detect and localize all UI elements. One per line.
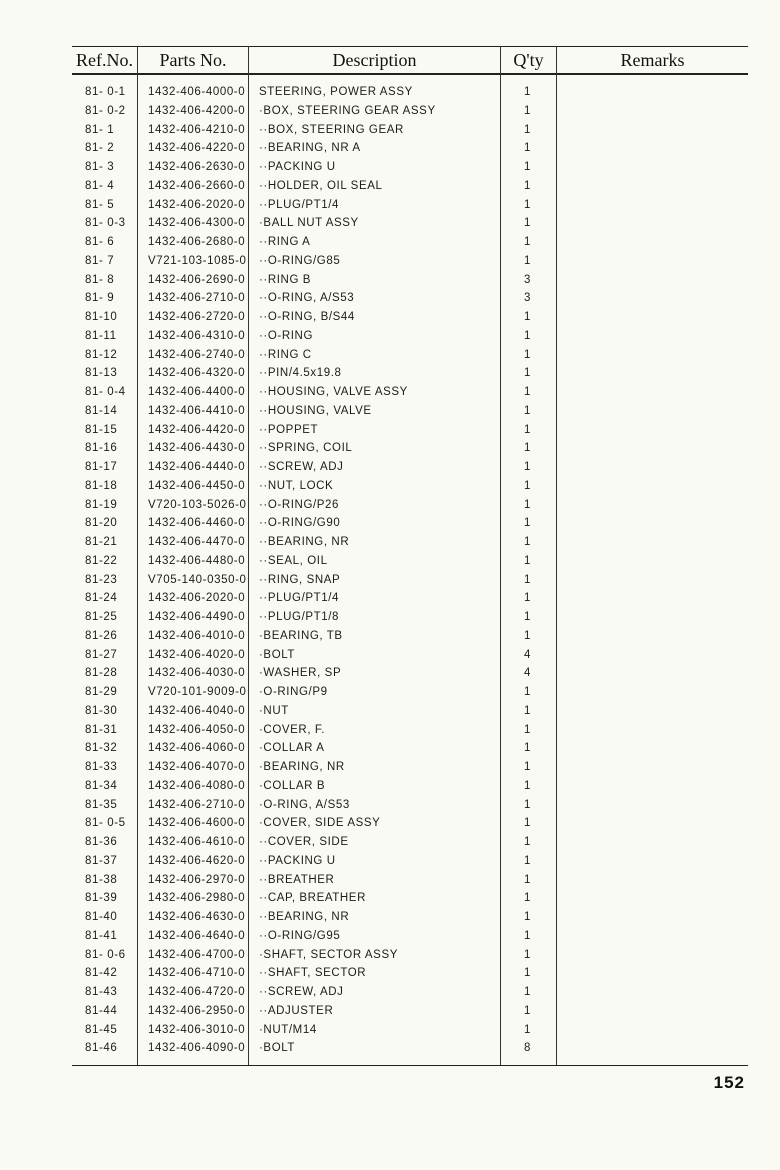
table-row bbox=[72, 721, 748, 740]
parts-no-cell: 1432-406-4050-0 bbox=[148, 723, 246, 736]
qty-cell: 1 bbox=[524, 517, 531, 530]
parts-no-cell: 1432-406-4410-0 bbox=[148, 404, 246, 417]
parts-no-cell: 1432-406-4000-0 bbox=[148, 86, 246, 98]
table-row bbox=[72, 139, 748, 158]
header-bottom-rule bbox=[72, 73, 748, 75]
ref-no-cell: 81-28 bbox=[85, 667, 118, 680]
parts-no-cell: 1432-406-2020-0 bbox=[148, 198, 246, 211]
parts-no-cell: 1432-406-4060-0 bbox=[148, 742, 246, 755]
parts-no-cell: 1432-406-4070-0 bbox=[148, 761, 246, 773]
table-row bbox=[72, 402, 748, 421]
qty-cell: 3 bbox=[524, 292, 531, 305]
table-row bbox=[72, 608, 748, 627]
ref-no-cell: 81- 0-5 bbox=[85, 817, 126, 830]
ref-no-cell: 81-39 bbox=[85, 892, 118, 905]
ref-no-cell: 81- 5 bbox=[85, 198, 115, 211]
qty-cell: 4 bbox=[524, 648, 531, 661]
qty-cell: 1 bbox=[524, 1004, 531, 1017]
ref-no-cell: 81-16 bbox=[85, 442, 118, 455]
parts-no-cell: 1432-406-2630-0 bbox=[148, 161, 246, 173]
description-cell: ··O-RING/G85 bbox=[259, 254, 341, 267]
table-row bbox=[72, 346, 748, 365]
table-bottom-rule bbox=[72, 1065, 748, 1066]
ref-no-cell: 81-26 bbox=[85, 629, 118, 642]
description-cell: ··PACKING U bbox=[259, 161, 336, 173]
ref-no-cell: 81- 0-2 bbox=[85, 104, 126, 117]
parts-no-cell: 1432-406-4460-0 bbox=[148, 517, 246, 530]
ref-no-cell: 81-14 bbox=[85, 404, 118, 417]
parts-no-cell: 1432-406-4450-0 bbox=[148, 479, 246, 492]
table-row bbox=[72, 233, 748, 252]
description-cell: ··PLUG/PT1/8 bbox=[259, 611, 340, 623]
description-cell: ··HOUSING, VALVE bbox=[259, 404, 372, 417]
table-row bbox=[72, 458, 748, 477]
description-cell: ··HOUSING, VALVE ASSY bbox=[259, 386, 408, 398]
parts-no-cell: V705-140-0350-0 bbox=[148, 573, 247, 586]
table-row bbox=[72, 439, 748, 458]
description-cell: ··SCREW, ADJ bbox=[259, 986, 344, 998]
ref-no-cell: 81-36 bbox=[85, 836, 118, 848]
description-cell: ··RING, SNAP bbox=[259, 573, 341, 586]
description-cell: ··PACKING U bbox=[259, 854, 336, 867]
table-row bbox=[72, 646, 748, 665]
table-row bbox=[72, 758, 748, 777]
qty-cell: 1 bbox=[524, 611, 531, 623]
ref-no-cell: 81-24 bbox=[85, 592, 118, 605]
description-cell: ··PLUG/PT1/4 bbox=[259, 592, 340, 605]
parts-no-cell: 1432-406-2970-0 bbox=[148, 873, 246, 886]
parts-no-cell: 1432-406-4470-0 bbox=[148, 536, 246, 548]
parts-no-cell: 1432-406-4700-0 bbox=[148, 948, 246, 961]
ref-no-cell: 81- 0-3 bbox=[85, 217, 126, 230]
ref-no-cell: 81- 8 bbox=[85, 273, 115, 286]
header-qty: Q'ty bbox=[513, 50, 544, 70]
ref-no-cell: 81-31 bbox=[85, 723, 118, 736]
description-cell: ··O-RING/P26 bbox=[259, 498, 340, 511]
parts-no-cell: 1432-406-4020-0 bbox=[148, 648, 246, 661]
description-cell: ·WASHER, SP bbox=[259, 667, 342, 680]
qty-cell: 1 bbox=[524, 686, 531, 698]
description-cell: ·BOLT bbox=[259, 1042, 296, 1055]
ref-no-cell: 81- 0-6 bbox=[85, 948, 126, 961]
description-cell: ··RING A bbox=[259, 236, 311, 248]
ref-no-cell: 81-23 bbox=[85, 573, 118, 586]
description-cell: ·COLLAR B bbox=[259, 779, 326, 792]
table-row bbox=[72, 83, 748, 102]
qty-cell: 1 bbox=[524, 254, 531, 267]
table-row bbox=[72, 289, 748, 308]
description-cell: ··PIN/4.5x19.8 bbox=[259, 367, 342, 380]
header-parts-no: Parts No. bbox=[159, 50, 227, 70]
qty-cell: 1 bbox=[524, 179, 531, 192]
qty-cell: 1 bbox=[524, 86, 531, 98]
description-cell: ·COVER, SIDE ASSY bbox=[259, 817, 381, 830]
parts-no-cell: 1432-406-4710-0 bbox=[148, 967, 246, 980]
ref-no-cell: 81-20 bbox=[85, 517, 118, 530]
description-cell: ·O-RING, A/S53 bbox=[259, 798, 350, 811]
qty-cell: 1 bbox=[524, 967, 531, 980]
ref-no-cell: 81-33 bbox=[85, 761, 118, 773]
table-row bbox=[72, 702, 748, 721]
table-row bbox=[72, 308, 748, 327]
table-row bbox=[72, 946, 748, 965]
table-row bbox=[72, 927, 748, 946]
parts-no-cell: 1432-406-4090-0 bbox=[148, 1042, 246, 1055]
table-row bbox=[72, 496, 748, 515]
parts-no-cell: 1432-406-4720-0 bbox=[148, 986, 246, 998]
ref-no-cell: 81- 0-1 bbox=[85, 86, 126, 98]
parts-no-cell: 1432-406-2980-0 bbox=[148, 892, 246, 905]
qty-cell: 1 bbox=[524, 948, 531, 961]
parts-no-cell: 1432-406-4620-0 bbox=[148, 854, 246, 867]
description-cell: ·BEARING, TB bbox=[259, 629, 343, 642]
ref-no-cell: 81-42 bbox=[85, 967, 118, 980]
parts-no-cell: 1432-406-2710-0 bbox=[148, 292, 246, 305]
ref-no-cell: 81-45 bbox=[85, 1023, 118, 1036]
qty-cell: 1 bbox=[524, 1023, 531, 1036]
ref-no-cell: 81-43 bbox=[85, 986, 118, 998]
table-row bbox=[72, 571, 748, 590]
ref-no-cell: 81- 0-4 bbox=[85, 386, 126, 398]
qty-cell: 1 bbox=[524, 817, 531, 830]
ref-no-cell: 81-32 bbox=[85, 742, 118, 755]
description-cell: ··RING C bbox=[259, 348, 312, 361]
description-cell: ·BALL NUT ASSY bbox=[259, 217, 359, 230]
table-row bbox=[72, 552, 748, 571]
table-row bbox=[72, 1021, 748, 1040]
qty-cell: 8 bbox=[524, 1042, 531, 1055]
table-row bbox=[72, 121, 748, 140]
ref-no-cell: 81-40 bbox=[85, 911, 118, 923]
qty-cell: 1 bbox=[524, 704, 531, 717]
ref-no-cell: 81-46 bbox=[85, 1042, 118, 1055]
parts-no-cell: 1432-406-2660-0 bbox=[148, 179, 246, 192]
table-row bbox=[72, 514, 748, 533]
table-row bbox=[72, 777, 748, 796]
parts-no-cell: 1432-406-2950-0 bbox=[148, 1004, 246, 1017]
ref-no-cell: 81-22 bbox=[85, 554, 118, 567]
ref-no-cell: 81- 3 bbox=[85, 161, 115, 173]
qty-cell: 1 bbox=[524, 404, 531, 417]
parts-no-cell: 1432-406-4640-0 bbox=[148, 929, 246, 942]
description-cell: ·BOLT bbox=[259, 648, 296, 661]
qty-cell: 1 bbox=[524, 629, 531, 642]
qty-cell: 1 bbox=[524, 236, 531, 248]
table-row bbox=[72, 871, 748, 890]
qty-cell: 1 bbox=[524, 798, 531, 811]
qty-cell: 3 bbox=[524, 273, 531, 286]
table-row bbox=[72, 664, 748, 683]
parts-no-cell: 1432-406-4220-0 bbox=[148, 142, 246, 155]
ref-no-cell: 81-34 bbox=[85, 779, 118, 792]
qty-cell: 1 bbox=[524, 873, 531, 886]
ref-no-cell: 81-44 bbox=[85, 1004, 118, 1017]
qty-cell: 1 bbox=[524, 554, 531, 567]
table-row bbox=[72, 589, 748, 608]
description-cell: STEERING, POWER ASSY bbox=[259, 86, 413, 98]
parts-no-cell: 1432-406-2710-0 bbox=[148, 798, 246, 811]
table-row bbox=[72, 889, 748, 908]
description-cell: ··SCREW, ADJ bbox=[259, 461, 344, 473]
table-row bbox=[72, 364, 748, 383]
parts-no-cell: 1432-406-2680-0 bbox=[148, 236, 246, 248]
qty-cell: 1 bbox=[524, 854, 531, 867]
parts-no-cell: 1432-406-4080-0 bbox=[148, 779, 246, 792]
table-row bbox=[72, 327, 748, 346]
description-cell: ··O-RING, B/S44 bbox=[259, 311, 355, 323]
description-cell: ··RING B bbox=[259, 273, 312, 286]
qty-cell: 1 bbox=[524, 986, 531, 998]
description-cell: ··BREATHER bbox=[259, 873, 335, 886]
ref-no-cell: 81-15 bbox=[85, 423, 118, 436]
qty-cell: 1 bbox=[524, 761, 531, 773]
qty-cell: 1 bbox=[524, 836, 531, 848]
parts-no-cell: 1432-406-4480-0 bbox=[148, 554, 246, 567]
qty-cell: 1 bbox=[524, 723, 531, 736]
qty-cell: 1 bbox=[524, 592, 531, 605]
ref-no-cell: 81- 6 bbox=[85, 236, 115, 248]
table-row bbox=[72, 983, 748, 1002]
parts-no-cell: 1432-406-4300-0 bbox=[148, 217, 246, 230]
parts-no-cell: 1432-406-4440-0 bbox=[148, 461, 246, 473]
description-cell: ·BOX, STEERING GEAR ASSY bbox=[259, 104, 436, 117]
qty-cell: 1 bbox=[524, 892, 531, 905]
parts-no-cell: 1432-406-4630-0 bbox=[148, 911, 246, 923]
header-remarks: Remarks bbox=[620, 50, 685, 70]
ref-no-cell: 81-18 bbox=[85, 479, 118, 492]
description-cell: ··SEAL, OIL bbox=[259, 554, 328, 567]
parts-no-cell: 1432-406-4040-0 bbox=[148, 704, 246, 717]
qty-cell: 1 bbox=[524, 742, 531, 755]
description-cell: ·NUT/M14 bbox=[259, 1023, 317, 1036]
ref-no-cell: 81-37 bbox=[85, 854, 118, 867]
description-cell: ··HOLDER, OIL SEAL bbox=[259, 179, 383, 192]
ref-no-cell: 81- 7 bbox=[85, 254, 115, 267]
qty-cell: 1 bbox=[524, 142, 531, 155]
ref-no-cell: 81-11 bbox=[85, 329, 117, 342]
parts-no-cell: 1432-406-2720-0 bbox=[148, 311, 246, 323]
ref-no-cell: 81- 1 bbox=[85, 123, 115, 136]
description-cell: ··COVER, SIDE bbox=[259, 836, 349, 848]
qty-cell: 1 bbox=[524, 161, 531, 173]
header-description: Description bbox=[332, 50, 417, 70]
ref-no-cell: 81- 2 bbox=[85, 142, 115, 155]
qty-cell: 1 bbox=[524, 479, 531, 492]
ref-no-cell: 81-25 bbox=[85, 611, 118, 623]
qty-cell: 1 bbox=[524, 329, 531, 342]
parts-no-cell: V720-103-5026-0 bbox=[148, 498, 247, 511]
qty-cell: 1 bbox=[524, 573, 531, 586]
description-cell: ··O-RING/G90 bbox=[259, 517, 341, 530]
table-row bbox=[72, 271, 748, 290]
ref-no-cell: 81-30 bbox=[85, 704, 118, 717]
table-row bbox=[72, 252, 748, 271]
qty-cell: 1 bbox=[524, 104, 531, 117]
description-cell: ·BEARING, NR bbox=[259, 761, 345, 773]
qty-cell: 1 bbox=[524, 498, 531, 511]
parts-no-cell: 1432-406-4210-0 bbox=[148, 123, 246, 136]
parts-no-cell: 1432-406-2690-0 bbox=[148, 273, 246, 286]
parts-no-cell: 1432-406-4310-0 bbox=[148, 329, 246, 342]
table-row bbox=[72, 852, 748, 871]
parts-no-cell: V720-101-9009-0 bbox=[148, 686, 247, 698]
description-cell: ··SPRING, COIL bbox=[259, 442, 353, 455]
table-row bbox=[72, 421, 748, 440]
qty-cell: 1 bbox=[524, 217, 531, 230]
ref-no-cell: 81-38 bbox=[85, 873, 118, 886]
table-row bbox=[72, 683, 748, 702]
description-cell: ··BOX, STEERING GEAR bbox=[259, 123, 404, 136]
table-top-rule bbox=[72, 46, 748, 47]
page-number: 152 bbox=[713, 1073, 745, 1092]
qty-cell: 1 bbox=[524, 367, 531, 380]
ref-no-cell: 81-10 bbox=[85, 311, 118, 323]
description-cell: ··BEARING, NR bbox=[259, 911, 350, 923]
parts-no-cell: 1432-406-4430-0 bbox=[148, 442, 246, 455]
ref-no-cell: 81-13 bbox=[85, 367, 118, 380]
description-cell: ·SHAFT, SECTOR ASSY bbox=[259, 948, 398, 961]
description-cell: ·COVER, F. bbox=[259, 723, 326, 736]
ref-no-cell: 81-19 bbox=[85, 498, 118, 511]
description-cell: ··O-RING, A/S53 bbox=[259, 292, 355, 305]
description-cell: ··BEARING, NR A bbox=[259, 142, 361, 155]
ref-no-cell: 81-21 bbox=[85, 536, 118, 548]
parts-no-cell: 1432-406-4490-0 bbox=[148, 611, 246, 623]
parts-no-cell: 1432-406-4320-0 bbox=[148, 367, 246, 380]
description-cell: ·COLLAR A bbox=[259, 742, 325, 755]
qty-cell: 1 bbox=[524, 442, 531, 455]
qty-cell: 1 bbox=[524, 348, 531, 361]
table-row bbox=[72, 533, 748, 552]
table-row bbox=[72, 1002, 748, 1021]
table-row bbox=[72, 739, 748, 758]
header-ref-no: Ref.No. bbox=[76, 50, 133, 70]
table-row bbox=[72, 383, 748, 402]
parts-no-cell: 1432-406-4030-0 bbox=[148, 667, 246, 680]
description-cell: ··O-RING bbox=[259, 329, 313, 342]
description-cell: ·NUT bbox=[259, 704, 289, 717]
table-row bbox=[72, 158, 748, 177]
ref-no-cell: 81- 9 bbox=[85, 292, 115, 305]
ref-no-cell: 81-27 bbox=[85, 648, 118, 661]
ref-no-cell: 81-17 bbox=[85, 461, 118, 473]
qty-cell: 1 bbox=[524, 123, 531, 136]
qty-cell: 4 bbox=[524, 667, 531, 680]
description-cell: ··POPPET bbox=[259, 423, 319, 436]
table-row bbox=[72, 964, 748, 983]
description-cell: ··O-RING/G95 bbox=[259, 929, 341, 942]
ref-no-cell: 81-35 bbox=[85, 798, 118, 811]
description-cell: ··SHAFT, SECTOR bbox=[259, 967, 367, 980]
qty-cell: 1 bbox=[524, 779, 531, 792]
table-row bbox=[72, 477, 748, 496]
ref-no-cell: 81-41 bbox=[85, 929, 118, 942]
qty-cell: 1 bbox=[524, 311, 531, 323]
table-row bbox=[72, 627, 748, 646]
table-row bbox=[72, 196, 748, 215]
description-cell: ··PLUG/PT1/4 bbox=[259, 198, 340, 211]
ref-no-cell: 81- 4 bbox=[85, 179, 115, 192]
parts-table-body bbox=[72, 83, 748, 1058]
table-row bbox=[72, 814, 748, 833]
parts-no-cell: 1432-406-2020-0 bbox=[148, 592, 246, 605]
qty-cell: 1 bbox=[524, 423, 531, 436]
qty-cell: 1 bbox=[524, 911, 531, 923]
description-cell: ··NUT, LOCK bbox=[259, 479, 334, 492]
qty-cell: 1 bbox=[524, 461, 531, 473]
parts-no-cell: 1432-406-4600-0 bbox=[148, 817, 246, 830]
qty-cell: 1 bbox=[524, 536, 531, 548]
ref-no-cell: 81-29 bbox=[85, 686, 118, 698]
table-row bbox=[72, 833, 748, 852]
table-row bbox=[72, 102, 748, 121]
qty-cell: 1 bbox=[524, 929, 531, 942]
parts-no-cell: 1432-406-2740-0 bbox=[148, 348, 246, 361]
parts-no-cell: 1432-406-4200-0 bbox=[148, 104, 246, 117]
table-row bbox=[72, 796, 748, 815]
qty-cell: 1 bbox=[524, 386, 531, 398]
parts-no-cell: 1432-406-4400-0 bbox=[148, 386, 246, 398]
table-row bbox=[72, 214, 748, 233]
parts-no-cell: 1432-406-4610-0 bbox=[148, 836, 246, 848]
ref-no-cell: 81-12 bbox=[85, 348, 118, 361]
table-row bbox=[72, 908, 748, 927]
qty-cell: 1 bbox=[524, 198, 531, 211]
parts-no-cell: 1432-406-3010-0 bbox=[148, 1023, 246, 1036]
table-row bbox=[72, 177, 748, 196]
parts-no-cell: 1432-406-4420-0 bbox=[148, 423, 246, 436]
description-cell: ··BEARING, NR bbox=[259, 536, 350, 548]
parts-no-cell: 1432-406-4010-0 bbox=[148, 629, 246, 642]
description-cell: ··ADJUSTER bbox=[259, 1004, 334, 1017]
parts-no-cell: V721-103-1085-0 bbox=[148, 254, 247, 267]
table-row bbox=[72, 1039, 748, 1058]
description-cell: ··CAP, BREATHER bbox=[259, 892, 366, 905]
description-cell: ·O-RING/P9 bbox=[259, 686, 328, 698]
